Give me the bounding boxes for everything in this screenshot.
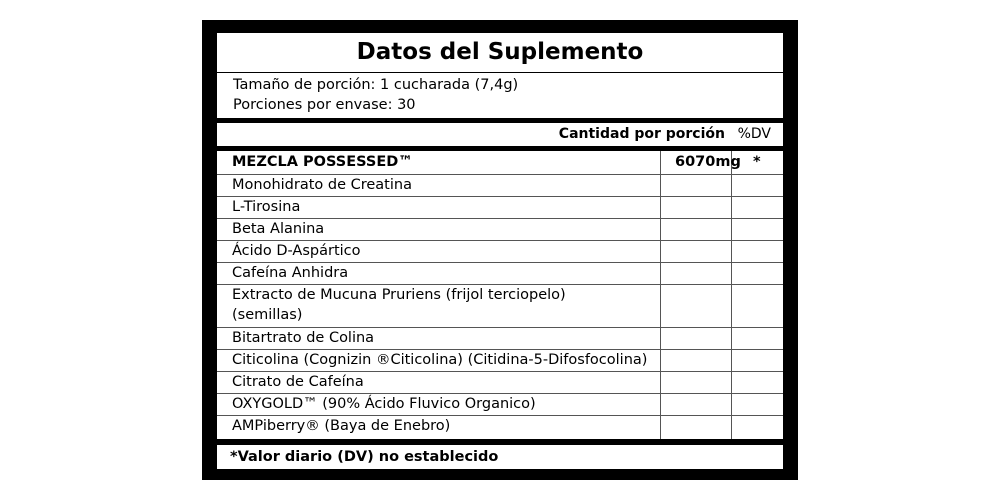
ingredient-row (217, 327, 783, 349)
blend-row (217, 149, 783, 174)
ingredient-name: Ácido D-Aspártico (232, 243, 361, 259)
blend-name: MEZCLA POSSESSED™ (232, 154, 413, 170)
amount-per-serving-heading: Cantidad por porción (558, 126, 725, 142)
ingredient-row (217, 415, 783, 439)
ingredient-name: Extracto de Mucuna Pruriens (frijol terciopelo) (232, 287, 566, 303)
ingredient-row (217, 218, 783, 240)
blend-amount: 6070mg (675, 154, 741, 170)
ingredient-name: L-Tirosina (232, 199, 301, 215)
ingredient-row (217, 174, 783, 196)
ingredient-name: Beta Alanina (232, 221, 325, 237)
ingredient-row (217, 240, 783, 262)
ingredient-name: OXYGOLD™ (90% Ácido Fluvico Organico) (232, 396, 536, 412)
footer-text: *Valor diario (DV) no establecido (230, 449, 499, 465)
ingredient-name: Citicolina (Cognizin ®Citicolina) (Citidina-5-Difosfocolina) (232, 352, 648, 368)
ingredient-name: Cafeína Anhidra (232, 265, 349, 281)
ingredient-name: AMPiberry® (Baya de Enebro) (232, 418, 451, 434)
ingredient-row (217, 349, 783, 371)
ingredient-name: Monohidrato de Creatina (232, 177, 412, 193)
blend-dv: * (753, 154, 761, 170)
ingredient-name-continued: (semillas) (232, 307, 303, 323)
amount-header (217, 123, 783, 146)
ingredient-row (217, 371, 783, 393)
ingredient-row (217, 284, 783, 327)
servings-per-container: Porciones por envase: 30 (233, 97, 416, 113)
ingredient-row (217, 262, 783, 284)
footer-note (217, 445, 783, 469)
ingredient-row (217, 196, 783, 218)
ingredient-name: Bitartrato de Colina (232, 330, 375, 346)
dv-heading: %DV (737, 126, 771, 142)
supplement-facts-label (202, 20, 798, 480)
serving-info (217, 73, 783, 118)
label-title: Datos del Suplemento (217, 33, 783, 72)
serving-size: Tamaño de porción: 1 cucharada (7,4g) (233, 77, 519, 93)
ingredient-table (217, 149, 783, 439)
ingredient-name: Citrato de Cafeína (232, 374, 364, 390)
ingredient-row (217, 393, 783, 415)
